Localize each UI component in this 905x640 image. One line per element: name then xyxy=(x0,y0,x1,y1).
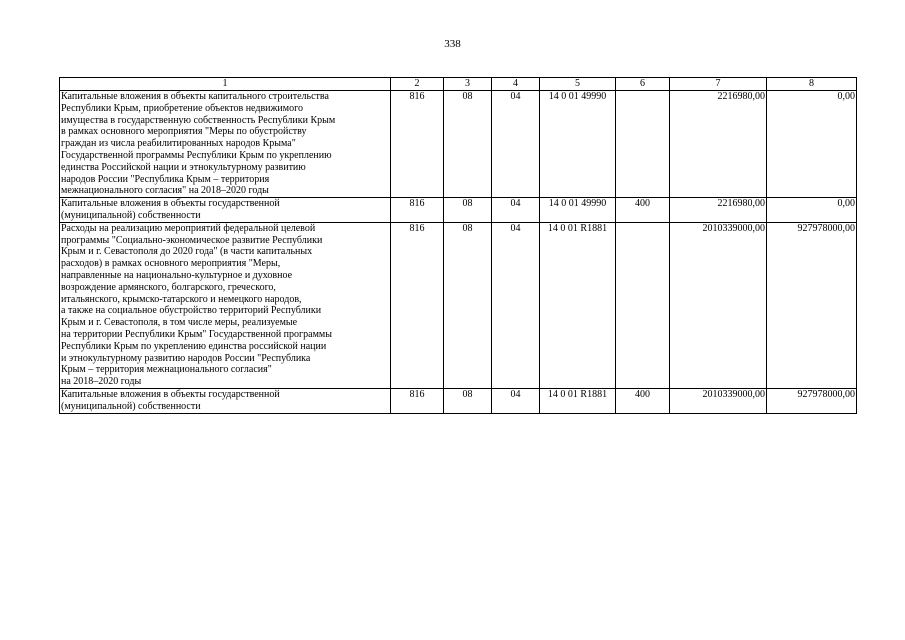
header-cell: 4 xyxy=(492,78,540,91)
table-header-row xyxy=(60,78,857,91)
cell-ministry-code: 816 xyxy=(391,222,444,388)
table-row xyxy=(60,198,857,223)
description-line: программы "Социально-экономическое развитие Республики xyxy=(61,234,323,246)
description-line: единства Российской нации и этнокультурному развитию xyxy=(61,161,306,173)
budget-table xyxy=(59,77,857,414)
cell-subsection: 04 xyxy=(492,388,540,413)
cell-ministry-code: 816 xyxy=(391,91,444,198)
description-line: возрождение армянского, болгарского, греческого, xyxy=(61,281,276,293)
header-cell: 6 xyxy=(616,78,670,91)
header-cell: 8 xyxy=(767,78,857,91)
row-description xyxy=(60,222,391,388)
cell-amount-col8: 927978000,00 xyxy=(767,388,857,413)
cell-expense-type xyxy=(616,91,670,198)
cell-amount-col8: 0,00 xyxy=(767,198,857,223)
description-line: Республики Крым, приобретение объектов недвижимого xyxy=(61,102,303,114)
cell-subsection: 04 xyxy=(492,91,540,198)
description-line: Капитальные вложения в объекты государственной xyxy=(61,388,280,400)
description-line: на территории Республики Крым" Государственной программы xyxy=(61,328,332,340)
description-line: межнационального согласия" на 2018–2020 годы xyxy=(61,185,269,197)
description-line: Государственной программы Республики Крым по укреплению xyxy=(61,149,332,161)
row-description xyxy=(60,91,391,198)
cell-ministry-code: 816 xyxy=(391,388,444,413)
description-line: в рамках основного мероприятия "Меры по обустройству xyxy=(61,126,307,138)
cell-target-article: 14 0 01 49990 xyxy=(540,198,616,223)
description-line: Капитальные вложения в объекты капитального строительства xyxy=(61,91,329,102)
cell-section: 08 xyxy=(444,222,492,388)
table-row xyxy=(60,222,857,388)
table-row xyxy=(60,388,857,413)
header-cell: 3 xyxy=(444,78,492,91)
description-line: имущества в государственную собственность Республики Крым xyxy=(61,114,336,126)
description-line: на 2018–2020 годы xyxy=(61,376,142,388)
cell-target-article: 14 0 01 R1881 xyxy=(540,222,616,388)
cell-section: 08 xyxy=(444,91,492,198)
header-cell: 2 xyxy=(391,78,444,91)
table-row xyxy=(60,91,857,198)
description-line: Крым – территория межнационального согласия" xyxy=(61,364,272,376)
cell-amount-col8: 0,00 xyxy=(767,91,857,198)
cell-amount-col7: 2010339000,00 xyxy=(670,388,767,413)
cell-section: 08 xyxy=(444,198,492,223)
description-line: и этнокультурному развитию народов России "Республика xyxy=(61,352,311,364)
header-cell: 1 xyxy=(60,78,391,91)
cell-expense-type: 400 xyxy=(616,388,670,413)
description-line: Крым и г. Севастополя до 2020 года" (в части капитальных xyxy=(61,246,313,258)
cell-amount-col7: 2010339000,00 xyxy=(670,222,767,388)
cell-amount-col8: 927978000,00 xyxy=(767,222,857,388)
description-line: направленные на национально-культурное и духовное xyxy=(61,269,293,281)
cell-target-article: 14 0 01 49990 xyxy=(540,91,616,198)
description-line: Капитальные вложения в объекты государственной xyxy=(61,198,280,210)
header-cell: 5 xyxy=(540,78,616,91)
header-cell: 7 xyxy=(670,78,767,91)
description-line: а также на социальное обустройство территорий Республики xyxy=(61,305,322,317)
page-number: 338 xyxy=(444,38,461,50)
cell-amount-col7: 2216980,00 xyxy=(670,198,767,223)
description-line: итальянского, крымско-татарского и немецкого народов, xyxy=(61,293,302,305)
cell-amount-col7: 2216980,00 xyxy=(670,91,767,198)
description-line: Республики Крым по укреплению единства российской нации xyxy=(61,340,327,352)
description-line: Расходы на реализацию мероприятий федеральной целевой xyxy=(61,222,316,234)
row-description xyxy=(60,198,391,223)
cell-expense-type xyxy=(616,222,670,388)
description-line: граждан из числа реабилитированных народов Крыма" xyxy=(61,138,296,150)
description-line: народов России "Республика Крым – территория xyxy=(61,173,270,185)
cell-ministry-code: 816 xyxy=(391,198,444,223)
description-line: Крым и г. Севастополя, в том числе меры, реализуемые xyxy=(61,317,298,329)
description-line: (муниципальной) собственности xyxy=(61,209,201,221)
cell-section: 08 xyxy=(444,388,492,413)
description-line: (муниципальной) собственности xyxy=(61,400,201,412)
description-line: расходов) в рамках основного мероприятия "Меры, xyxy=(61,258,281,270)
row-description xyxy=(60,388,391,413)
cell-expense-type: 400 xyxy=(616,198,670,223)
cell-target-article: 14 0 01 R1881 xyxy=(540,388,616,413)
cell-subsection: 04 xyxy=(492,222,540,388)
cell-subsection: 04 xyxy=(492,198,540,223)
